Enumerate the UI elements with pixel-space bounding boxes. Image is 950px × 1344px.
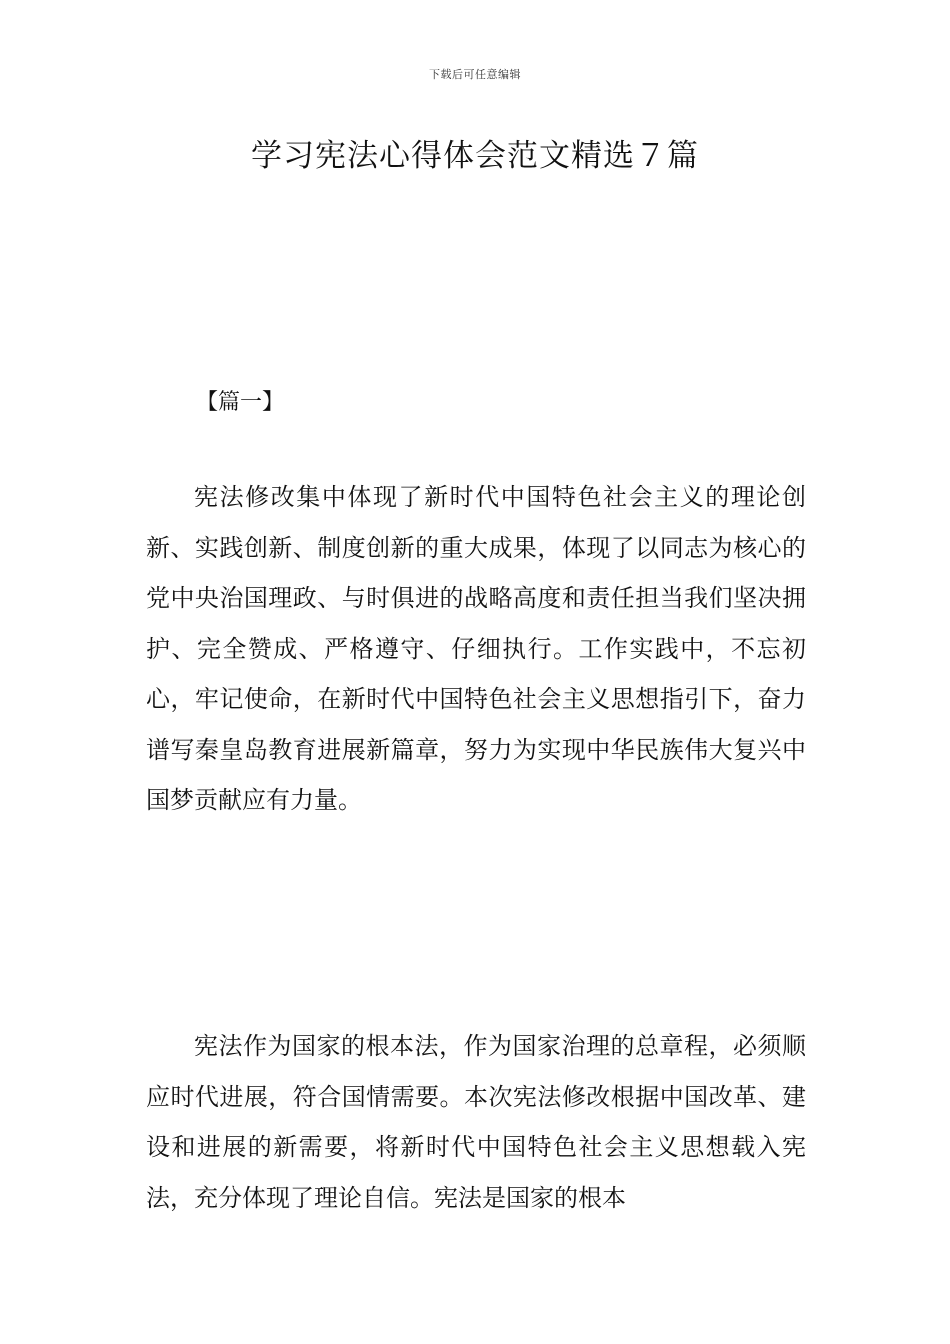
body-paragraph-2: 宪法作为国家的根本法，作为国家治理的总章程，必须顺应时代进展，符合国情需要。本次宪法修改根据中国改革、建设和进展的新需要，将新时代中国特色社会主义思想载入宪法，充分体现了理论自信。宪法是国家的根本 <box>146 1032 806 1212</box>
body-paragraph-1: 宪法修改集中体现了新时代中国特色社会主义的理论创新、实践创新、制度创新的重大成果，体现了以同志为核心的党中央治国理政、与时俱进的战略高度和责任担当我们坚决拥护、完全赞成、严格遵守、仔细执行。工作实践中，不忘初心，牢记使命，在新时代中国特色社会主义思想指引下，奋力谱写秦皇岛教育进展新篇章，努力为实现中华民族伟大复兴中国梦贡献应有力量。 <box>146 483 806 814</box>
document-title: 学习宪法心得体会范文精选７篇 <box>251 138 699 174</box>
section-label: 【篇一】 <box>196 390 285 415</box>
header-note: 下载后可任意编辑 <box>429 68 521 81</box>
